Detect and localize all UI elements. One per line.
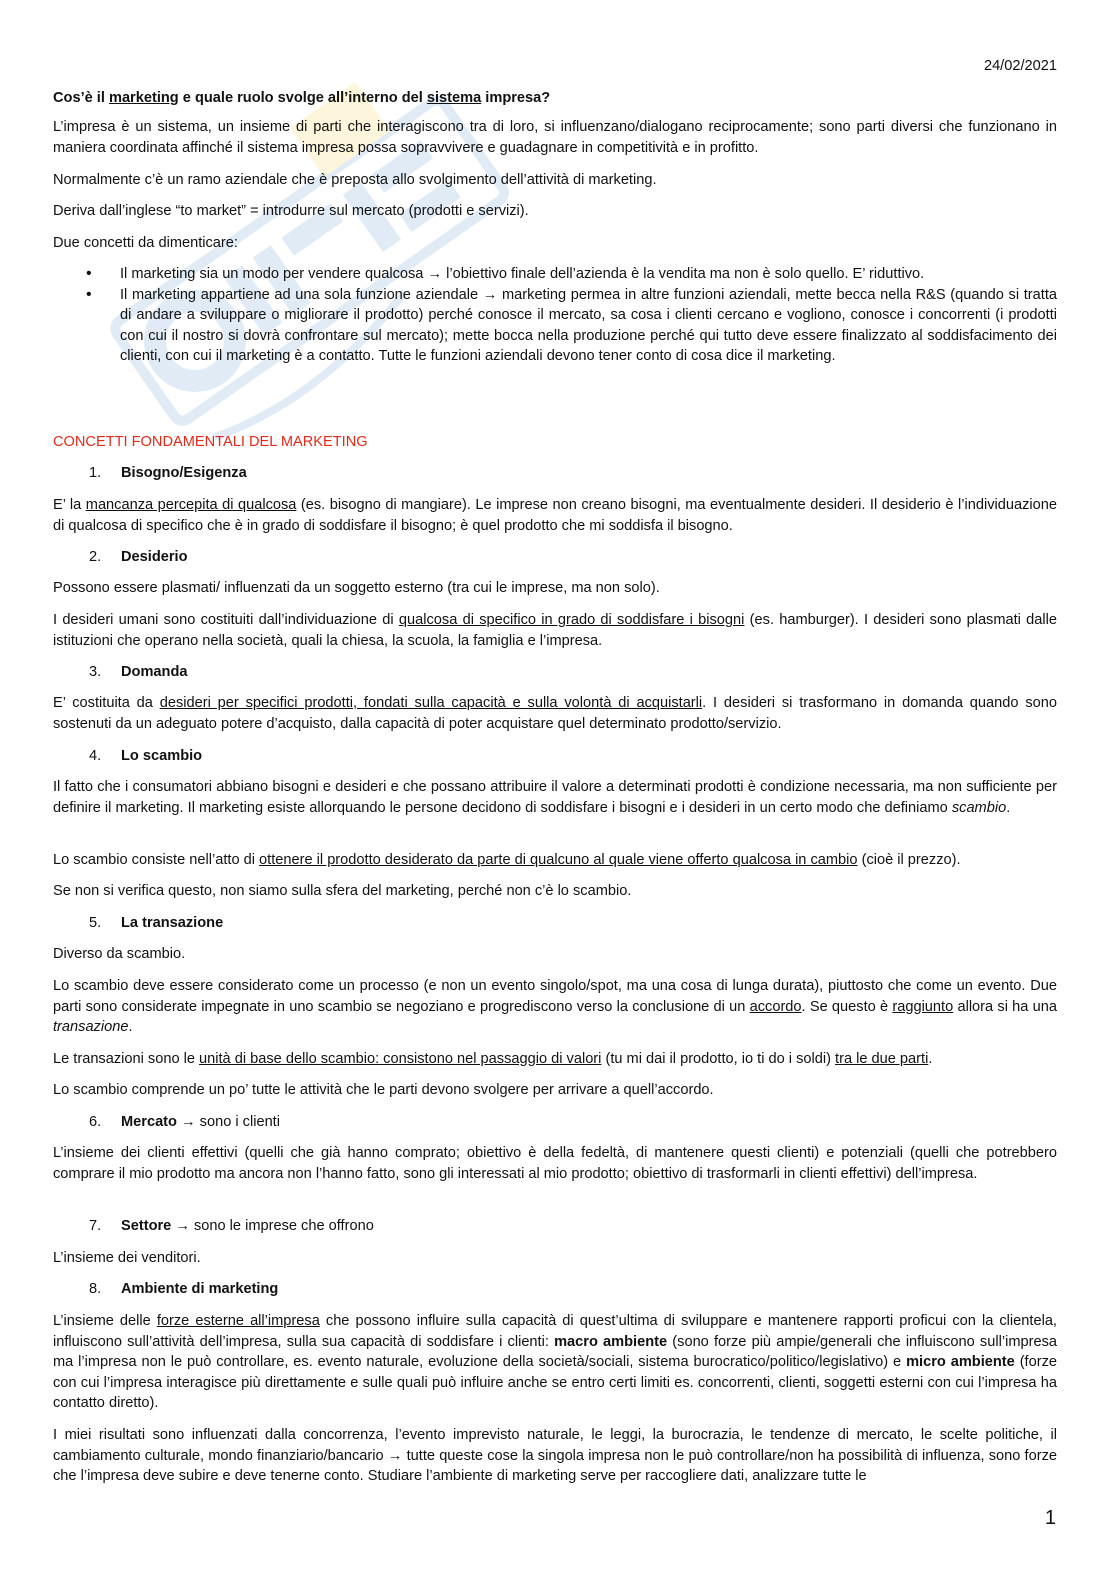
- concept-heading-1: 1. Bisogno/Esigenza: [89, 465, 247, 481]
- concept-6-text: L’insieme dei clienti effettivi (quelli che già hanno comprato; obiettivo è della fedeltà, di mantenere questi clienti) e potenziali (quelli che potrebbero comprare il mio prodotto ma ancora non l’hanno fatto, sono gli interessati al mio prodotto; obiettivo di trasformarli in clienti effettivi) dell’impresa.: [53, 1145, 1057, 1182]
- concept-4-text-2: Lo scambio consiste nell’atto di ottenere il prodotto desiderato da parte di qualcuno al quale viene offerto qualcosa in cambio (cioè il prezzo).: [53, 852, 961, 868]
- concept-heading-2: 2. Desiderio: [89, 549, 188, 565]
- concept-4-text-1: Il fatto che i consumatori abbiano bisogni e desideri e che possano attribuire il valore a determinati prodotti è condizione necessaria, ma non sufficiente per definire il marketing. Il marketing esiste allorquando le persone decidono di soddisfare i bisogni e i desideri in un certo modo che definiamo scambio.: [53, 779, 1057, 816]
- concept-5-text-2: Lo scambio deve essere considerato come un processo (e non un evento singolo/spot, ma una cosa di lunga durata), piuttosto che come un evento. Due parti sono considerate impegnate in uno scambio se negoziano e progrediscono verso la conclusione di un accordo. Se questo è raggiunto allora si ha una transazione.: [53, 978, 1057, 1036]
- concept-8-text-1: L’insieme delle forze esterne all’impresa che possono influire sulla capacità di quest’ultima di sviluppare e mantenere rapporti proficui con la clientela, influiscono sull’attività dell’impresa, sulla sua capacità di soddisfare i clienti: macro ambiente (sono forze più ampie/generali che influiscono sull’impresa ma l’impresa non le può controllare, es. evento naturale, evoluzione della società/sociali, sistema burocratico/politico/legislativo) e micro ambiente (forze con cui l’impresa interagisce più direttamente e sulle quali può influire anche se entro certi limiti es. concorrenti, clienti, soggetti esterni con cui l’impresa ha contatto diretto).: [53, 1313, 1058, 1412]
- concept-heading-5: 5. La transazione: [89, 915, 224, 931]
- concept-5-text-3: Le transazioni sono le unità di base dello scambio: consistono nel passaggio di valori (tu mi dai il prodotto, io ti do i soldi) tra le due parti.: [53, 1051, 933, 1067]
- concept-5-text-4: Lo scambio comprende un po’ tutte le attività che le parti devono svolgere per arrivare a quell’accordo.: [53, 1082, 714, 1098]
- page-title: Cos’è il marketing e quale ruolo svolge all’interno del sistema impresa?: [53, 90, 551, 106]
- concept-heading-4: 4. Lo scambio: [89, 748, 203, 764]
- concept-2-text-1: Possono essere plasmati/ influenzati da un soggetto esterno (tra cui le imprese, ma non solo).: [53, 580, 660, 596]
- intro-paragraph-1: L’impresa è un sistema, un insieme di parti che interagiscono tra di loro, si influenzano/dialogano reciprocamente; sono parti diversi che funzionano in maniera coordinata affinché il sistema impresa possa sopravvivere e guadagnare in competitività e in profitto.: [53, 119, 1057, 156]
- bullet-list: [53, 264, 1057, 367]
- intro-paragraph-4: Due concetti da dimenticare:: [53, 235, 238, 251]
- bullet-item: • Il marketing sia un modo per vendere qualcosa → l’obiettivo finale dell’azienda è la vendita ma non è solo quello. E’ riduttivo.: [53, 264, 1057, 285]
- document-date: 24/02/2021: [983, 58, 1057, 74]
- concept-heading-6: 6. Mercato → sono i clienti: [89, 1114, 280, 1130]
- concept-2-text-2: I desideri umani sono costituiti dall’individuazione di qualcosa di specifico in grado di soddisfare i bisogni (es. hamburger). I desideri sono plasmati dalle istituzioni che operano nella società, quali la chiesa, la scuola, la famiglia e l’impresa.: [53, 612, 1058, 649]
- section-heading: CONCETTI FONDAMENTALI DEL MARKETING: [53, 434, 368, 450]
- concept-heading-8: 8. Ambiente di marketing: [89, 1281, 279, 1297]
- page-number: 1: [1044, 1507, 1056, 1529]
- concept-3-text: E’ costituita da desideri per specifici prodotti, fondati sulla capacità e sulla volontà di acquistarli. I desideri si trasformano in domanda quando sono sostenuti da un adeguato potere d’acquisto, dalla capacità di poter acquistare quel determinato prodotto/servizio.: [53, 695, 1057, 732]
- concept-1-text: E’ la mancanza percepita di qualcosa (es. bisogno di mangiare). Le imprese non creano bisogni, ma eventualmente desideri. Il desiderio è l’individuazione di qualcosa di specifico che è in grado di soddisfare il bisogno; è quel prodotto che mi soddisfa il bisogno.: [53, 497, 1058, 534]
- concept-5-text-1: Diverso da scambio.: [53, 946, 186, 962]
- intro-paragraph-2: Normalmente c’è un ramo aziendale che è preposta allo svolgimento dell’attività di marketing.: [53, 172, 657, 188]
- concept-4-text-3: Se non si verifica questo, non siamo sulla sfera del marketing, perché non c’è lo scambio.: [53, 883, 632, 899]
- concept-heading-3: 3. Domanda: [89, 664, 188, 680]
- intro-paragraph-3: Deriva dall’inglese “to market” = introdurre sul mercato (prodotti e servizi).: [53, 203, 529, 219]
- concept-7-text: L’insieme dei venditori.: [53, 1250, 201, 1266]
- concept-8-text-2: I miei risultati sono influenzati dalla concorrenza, l’evento imprevisto naturale, le leggi, la burocrazia, le tendenze di mercato, le scelte politiche, il cambiamento culturale, mondo finanziario/bancario → tutte queste cose la singola impresa non le può controllare/non ha possibilità di influenza, sono forze che l’impresa deve subire e deve tenerne conto. Studiare l’ambiente di marketing serve per raccogliere dati, analizzare tutte le: [53, 1427, 1057, 1485]
- concept-heading-7: 7. Settore → sono le imprese che offrono: [89, 1218, 374, 1234]
- bullet-item: • Il marketing appartiene ad una sola funzione aziendale → marketing permea in altre funzioni aziendali, mette becca nella R&S (quando si tratta di andare a sviluppare o migliorare il prodotto) perché conosce il mercato, sa cosa i clienti cercano e vogliono, conosce i concorrenti (i prodotti con cui il nostro si dovrà confrontare sul mercato); mette bocca nella produzione perché qui tutto deve essere finalizzato al soddisfacimento dei clienti, con cui il marketing è a contatto. Tutte le funzioni aziendali devono tener conto di cosa dice il marketing.: [53, 285, 1057, 367]
